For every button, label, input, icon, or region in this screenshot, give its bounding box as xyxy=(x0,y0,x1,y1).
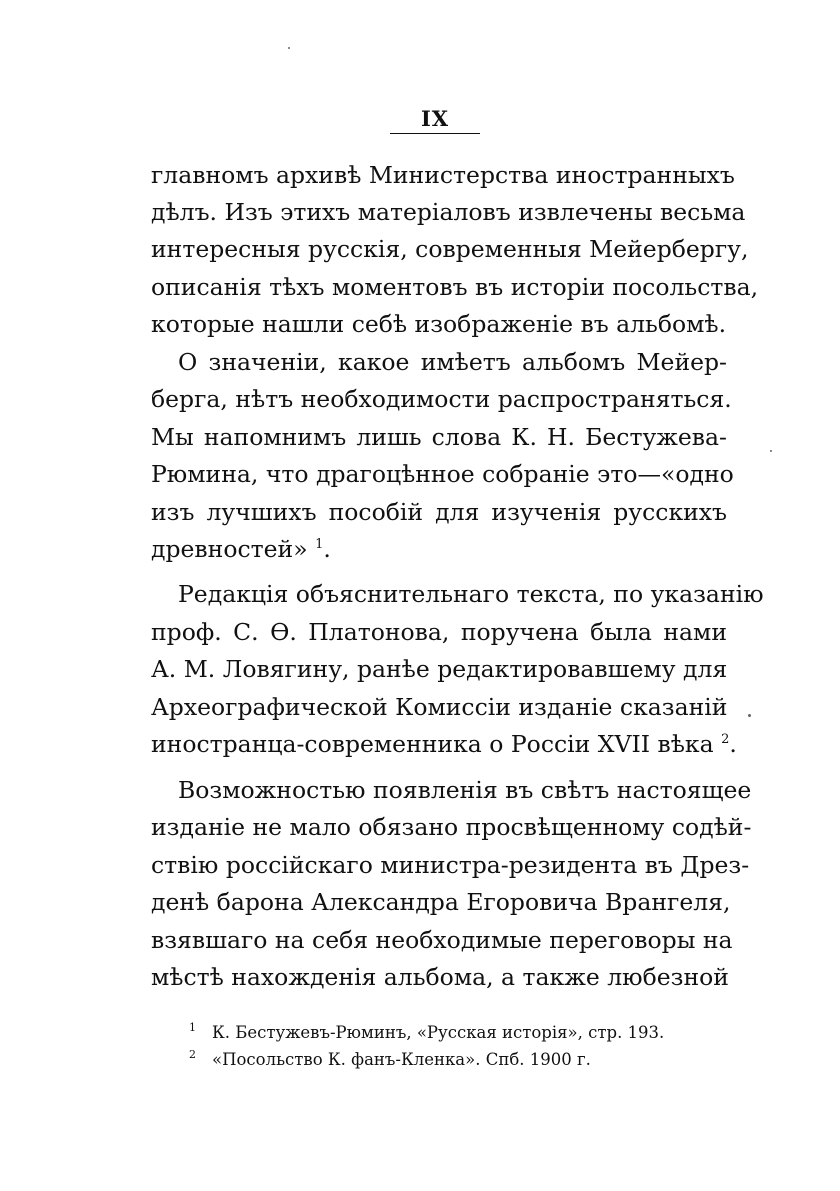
text-line: описанія тѣхъ моментовъ въ исторіи посольства, xyxy=(151,273,759,301)
footnote-ref-after: . xyxy=(729,730,737,758)
text-line xyxy=(151,535,727,563)
text-line: ствію россійскаго министра-резидента въ Дрез- xyxy=(151,851,750,879)
text-line: главномъ архивѣ Министерства иностранныхъ xyxy=(151,161,735,189)
text-line: берга, нѣтъ необходимости распространяться. xyxy=(151,385,732,413)
text-line: Археографической Комиссіи изданіе сказаній xyxy=(151,693,728,721)
footnote-mark: 2 xyxy=(189,1048,196,1061)
text-line: Рюмина, что драгоцѣнное собраніе это—«одно xyxy=(151,460,734,488)
footnote-text: «Посольство К. фанъ-Кленка». Спб. 1900 г. xyxy=(212,1050,591,1069)
text-line: взявшаго на себя необходимые переговоры на xyxy=(151,926,733,954)
scan-speck xyxy=(748,714,751,717)
footnote-ref-after: . xyxy=(323,535,331,563)
text-line: изъ лучшихъ пособій для изученія русскихъ xyxy=(151,498,727,526)
footnote-mark: 1 xyxy=(189,1021,196,1034)
scan-speck xyxy=(770,450,772,452)
footnote-text: К. Бестужевъ-Рюминъ, «Русская исторія», стр. 193. xyxy=(212,1023,665,1042)
footnote-ref: 2 xyxy=(721,732,730,747)
page-number: IX xyxy=(420,106,450,131)
page-number-rule xyxy=(390,133,480,134)
text-line-content: древностей» xyxy=(151,535,308,563)
text-line-content: иностранца-современника о Россіи XVII вѣка xyxy=(151,730,714,758)
text-line: Редакція объяснительнаго текста, по указанію xyxy=(178,580,764,608)
text-line: А. М. Ловягину, ранѣе редактировавшему для xyxy=(151,655,728,683)
text-line: мѣстѣ нахожденія альбома, а также любезной xyxy=(151,963,729,991)
text-line: Мы напомнимъ лишь слова К. Н. Бестужева- xyxy=(151,423,727,451)
text-line xyxy=(151,730,737,758)
text-line: изданіе не мало обязано просвѣщенному содѣй- xyxy=(151,813,752,841)
text-line: дѣлъ. Изъ этихъ матеріаловъ извлечены весьма xyxy=(151,198,746,226)
text-line: проф. С. Ѳ. Платонова, поручена была нами xyxy=(151,618,727,646)
text-line: О значеніи, какое имѣетъ альбомъ Мейер- xyxy=(178,348,727,376)
text-line: интересныя русскія, современныя Мейербергу, xyxy=(151,235,749,263)
scan-speck xyxy=(288,47,290,49)
text-line: денѣ барона Александра Егоровича Врангеля, xyxy=(151,888,731,916)
footnote-ref: 1 xyxy=(315,537,324,552)
text-line: Возможностью появленія въ свѣтъ настоящее xyxy=(178,776,752,804)
text-line: которые нашли себѣ изображеніе въ альбомѣ. xyxy=(151,310,727,338)
